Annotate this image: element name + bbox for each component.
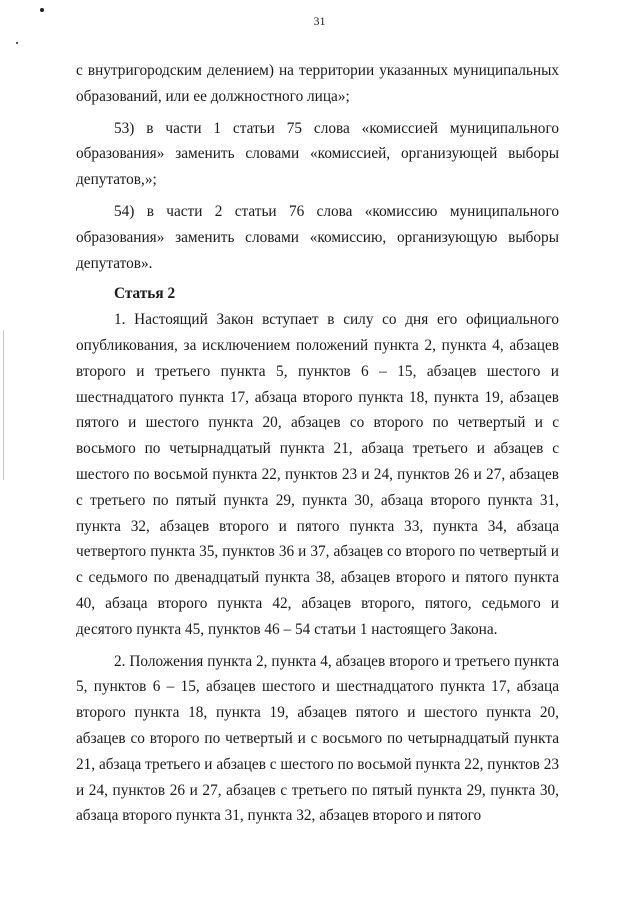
paragraph-item-54: 54) в части 2 статьи 76 слова «комиссию муниципального образования» заменить словами «комиссию, организующую выборы депутатов». <box>76 202 559 272</box>
document-body <box>76 58 559 829</box>
scan-speck <box>16 42 18 44</box>
article-heading: Статья 2 <box>114 285 176 303</box>
scan-speck <box>40 8 44 12</box>
page-number: 31 <box>313 14 326 28</box>
paragraph-clause-1: 1. Настоящий Закон вступает в силу со дня его официального опубликования, за исключением положений пункта 2, пункта 4, абзацев второго и третьего пункта 5, пунктов 6 – 15, абзацев шестого и шестнадцатого пункта 17, абзаца второго пункта 18, пункта 19, абзацев пятого и шестого пункта 20, абзацев со второго по четвертый и с восьмого по четырнадцатый пункта 21, абзаца третьего и абзацев с шестого по восьмой пункта 22, пунктов 23 и 24, пунктов 26 и 27, абзацев с третьего по пятый пункта 29, пункта 30, абзаца второго пункта 31, пункта 32, абзацев второго и пятого пункта 33, пункта 34, абзаца четвертого пункта 35, пунктов 36 и 37, абзацев со второго по четвертый и с седьмого по двенадцатый пункта 38, абзацев второго и пятого пункта 40, абзаца второго пункта 42, абзацев второго, пятого, седьмого и десятого пункта 45, пунктов 46 – 54 статьи 1 настоящего Закона. <box>76 311 559 638</box>
scan-margin-line <box>3 330 4 480</box>
paragraph-item-53: 53) в части 1 статьи 75 слова «комиссией муниципального образования» заменить словами «комиссией, организующей выборы депутатов,»; <box>76 119 559 189</box>
paragraph-clause-2: 2. Положения пункта 2, пункта 4, абзацев второго и третьего пункта 5, пунктов 6 – 15, абзацев шестого и шестнадцатого пункта 17, абзаца второго пункта 18, пункта 19, абзацев пятого и шестого пункта 20, абзацев со второго по четвертый и с восьмого по четырнадцатый пункта 21, абзаца третьего и абзацев с шестого по восьмой пункта 22, пунктов 23 и 24, пунктов 26 и 27, абзацев с третьего по пятый пункта 29, пункта 30, абзаца второго пункта 31, пункта 32, абзацев второго и пятого <box>76 652 559 825</box>
paragraph-continuation: с внутригородским делением) на территории указанных муниципальных образований, или ее должностного лица»; <box>76 62 559 105</box>
